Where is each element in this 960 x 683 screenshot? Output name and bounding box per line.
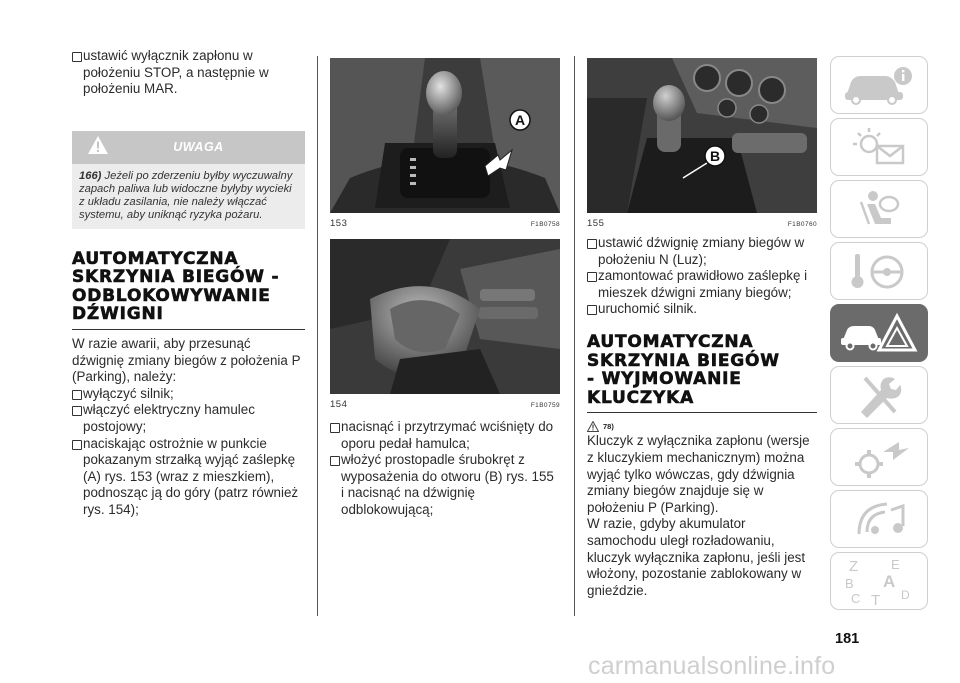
technical-data-icon (839, 434, 919, 480)
figure-154-photo (330, 239, 560, 394)
body-text: W razie, gdyby akumulator samochodu uległ rozładowaniu, kluczyk wyłącznika zapłonu, jeśli jest włożony, pozostanie zablokowany w gnieździe. (587, 516, 806, 598)
watermark: carmanualsonline.info (588, 652, 836, 680)
reference-number: 78) (603, 421, 614, 431)
index-letter: Z (849, 558, 859, 575)
tab-multimedia[interactable] (830, 490, 928, 548)
multimedia-icon (839, 496, 919, 542)
tab-warning-lights[interactable] (830, 118, 928, 176)
tab-maintenance[interactable] (830, 366, 928, 424)
alphabetical-index-icon (839, 555, 919, 607)
figure-marker-b: B (709, 148, 721, 164)
title-line: ODBLOKOWYWANIE (72, 285, 271, 306)
page-number: 181 (835, 631, 860, 647)
list-item: wyłączyć silnik; (72, 386, 305, 403)
list-item: ustawić wyłącznik zapłonu w położeniu STOP, a następnie w położeniu MAR. (72, 48, 305, 98)
column-2 (330, 58, 560, 519)
list-item: włączyć elektryczny hamulec postojowy; (72, 402, 305, 435)
tab-starting-driving[interactable] (830, 242, 928, 300)
list-item: uruchomić silnik. (587, 301, 817, 318)
seat-airbag-icon (839, 186, 919, 232)
warning-number: 166) (79, 169, 102, 182)
section-title-key-removal (587, 333, 817, 407)
index-letter: A (883, 572, 896, 591)
index-letter: B (845, 576, 854, 591)
key-steering-icon (839, 248, 919, 294)
warning-label: UWAGA (173, 139, 224, 154)
chapter-tabs (830, 56, 928, 614)
tab-emergency[interactable] (830, 304, 928, 362)
warning-ref-icon (587, 421, 599, 432)
index-letter: C (851, 591, 861, 606)
body-text: W razie awarii, aby przesunąć dźwignię zmiany biegów z położenia P (Parking), należy: (72, 335, 301, 385)
tab-car-info[interactable] (830, 56, 928, 114)
title-line: - WYJMOWANIE (587, 369, 742, 390)
figure-code: F1B0758 (530, 221, 560, 228)
figure-number: 154 (330, 399, 348, 410)
title-line: SKRZYNIA BIEGÓW (587, 350, 780, 371)
figure-155-photo (587, 58, 817, 213)
figure-number: 153 (330, 218, 348, 229)
figure-number: 155 (587, 218, 605, 229)
column-3 (587, 58, 817, 599)
figure-marker-a: A (514, 112, 526, 128)
index-letter: E (891, 557, 900, 572)
figure-code: F1B0760 (787, 221, 817, 228)
tab-safety[interactable] (830, 180, 928, 238)
list-item: naciskając ostrożnie w punkcie pokazanym strzałką wyjąć zaślepkę (A) rys. 153 (wraz z mieszkiem), podnosząc ją do góry (patrz również rys. 154); (72, 436, 305, 519)
reference-note (587, 419, 817, 433)
tab-technical-data[interactable] (830, 428, 928, 486)
title-line: KLUCZYKA (587, 387, 695, 408)
warning-header (72, 131, 305, 164)
tab-index[interactable] (830, 552, 928, 610)
breakdown-warning-icon (839, 310, 919, 356)
list-item: ustawić dźwignię zmiany biegów w położeniu N (Luz); (587, 235, 817, 268)
index-letter: D (901, 588, 910, 602)
figure-code: F1B0759 (530, 402, 560, 409)
warning-lights-message-icon (839, 124, 919, 170)
figure-153-photo (330, 58, 560, 213)
figure-caption (330, 213, 560, 235)
title-line: AUTOMATYCZNA (72, 248, 239, 269)
figure-caption (330, 394, 560, 416)
warning-text: Jeżeli po zderzeniu byłby wyczuwalny zapach paliwa lub widoczne byłyby wycieki z układu zasilania, nie należy włączać systemu, aby uniknąć ryzyka pożaru. (79, 169, 293, 222)
warning-box (72, 164, 305, 229)
maintenance-tools-icon (839, 372, 919, 418)
column-divider-2 (574, 56, 575, 616)
list-item: zamontować prawidłowo zaślepkę i mieszek dźwigni zmiany biegów; (587, 268, 817, 301)
car-info-icon (839, 62, 919, 108)
list-item: nacisnąć i przytrzymać wciśnięty do oporu pedał hamulca; (330, 419, 560, 452)
title-line: DŹWIGNI (72, 304, 164, 325)
figure-caption (587, 213, 817, 235)
column-divider-1 (317, 56, 318, 616)
section-title-unlock (72, 250, 305, 324)
index-letter: T (871, 592, 881, 607)
column-1 (72, 48, 305, 519)
body-text: Kluczyk z wyłącznika zapłonu (wersje z kluczykiem mechanicznym) można wyjąć tylko wówczas, gdy dźwignia zmiany biegów znajduje się w położeniu P (Parking). (587, 433, 810, 515)
title-line: SKRZYNIA BIEGÓW - (72, 267, 280, 288)
list-item: włożyć prostopadle śrubokręt z wyposażenia do otworu (B) rys. 155 i nacisnąć na dźwignię odblokowującą; (330, 452, 560, 518)
title-line: AUTOMATYCZNA (587, 331, 754, 352)
